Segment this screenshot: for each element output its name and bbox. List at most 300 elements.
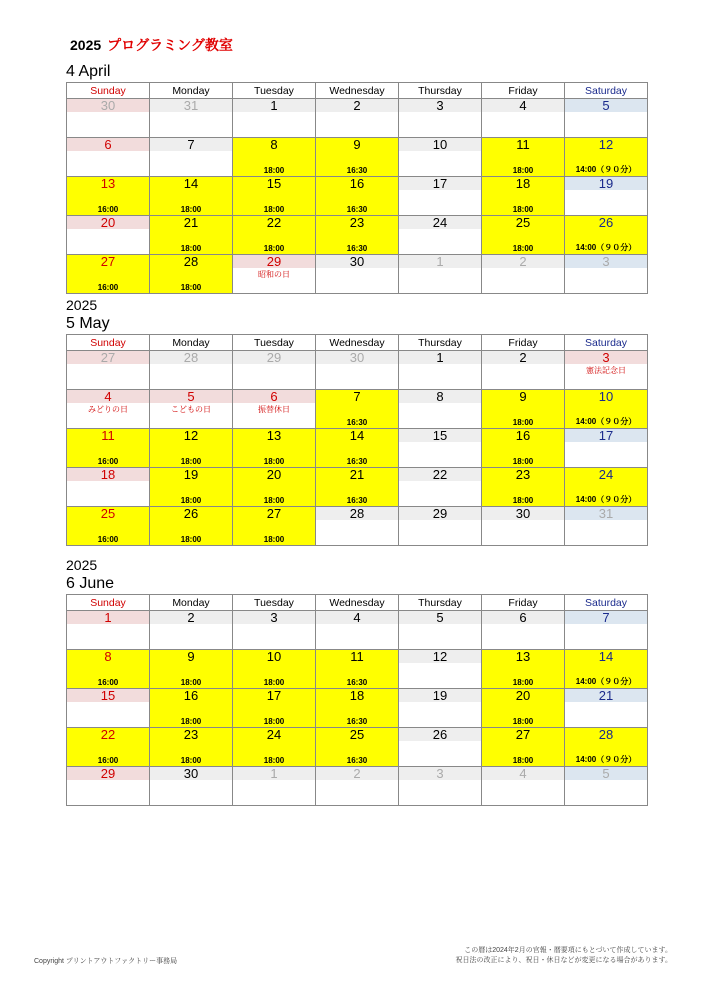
day-cell <box>150 255 233 294</box>
lesson-time: 16:00 <box>97 678 119 687</box>
day-cell <box>150 138 233 177</box>
day-cell <box>482 138 565 177</box>
day-cell <box>150 177 233 216</box>
day-cell <box>316 390 399 429</box>
day-number: 2 <box>482 255 564 268</box>
day-number: 23 <box>150 728 232 741</box>
day-number: 20 <box>67 216 149 229</box>
day-cell <box>565 689 648 728</box>
day-number: 1 <box>67 611 149 624</box>
lesson-time: 16:30 <box>346 166 368 175</box>
day-cell <box>316 138 399 177</box>
month-april <box>66 44 640 294</box>
day-cell <box>482 611 565 650</box>
lesson-time: 18:00 <box>180 717 202 726</box>
lesson-time: 18:00 <box>512 717 534 726</box>
day-number: 12 <box>399 650 481 663</box>
lesson-time: 18:00 <box>263 678 285 687</box>
day-cell <box>399 468 482 507</box>
day-cell <box>233 177 316 216</box>
day-cell <box>565 429 648 468</box>
lesson-time: 18:00 <box>263 457 285 466</box>
day-number: 16 <box>482 429 564 442</box>
day-cell <box>565 99 648 138</box>
day-number: 3 <box>399 99 481 112</box>
weekday-header: Tuesday <box>233 335 316 351</box>
day-number: 29 <box>399 507 481 520</box>
weekday-header: Thursday <box>399 335 482 351</box>
day-cell <box>482 429 565 468</box>
day-number: 12 <box>565 138 647 151</box>
weekday-header: Saturday <box>565 335 648 351</box>
lesson-time: 18:00 <box>180 756 202 765</box>
weekday-header: Saturday <box>565 595 648 611</box>
day-number: 4 <box>67 390 149 403</box>
day-number: 2 <box>316 767 398 780</box>
day-number: 27 <box>67 351 149 364</box>
day-cell <box>399 767 482 806</box>
lesson-time: 18:00 <box>263 496 285 505</box>
day-number: 2 <box>150 611 232 624</box>
day-number: 19 <box>399 689 481 702</box>
day-number: 25 <box>482 216 564 229</box>
weekday-header: Wednesday <box>316 595 399 611</box>
day-cell <box>565 177 648 216</box>
day-cell <box>399 255 482 294</box>
header-title: プログラミング教室 <box>107 37 233 53</box>
day-cell <box>482 177 565 216</box>
weekday-header-row <box>67 335 648 351</box>
lesson-time: 18:00 <box>512 756 534 765</box>
day-number: 10 <box>233 650 315 663</box>
day-number: 28 <box>150 255 232 268</box>
day-cell <box>565 255 648 294</box>
day-cell <box>565 650 648 689</box>
week-row <box>67 468 648 507</box>
lesson-time: 18:00 <box>263 756 285 765</box>
day-number: 18 <box>316 689 398 702</box>
day-number: 9 <box>150 650 232 663</box>
lesson-time: 16:30 <box>346 496 368 505</box>
day-number: 30 <box>150 767 232 780</box>
day-cell <box>233 468 316 507</box>
weekday-header: Sunday <box>67 335 150 351</box>
lesson-time: 16:30 <box>346 418 368 427</box>
day-cell <box>565 507 648 546</box>
weekday-header: Tuesday <box>233 595 316 611</box>
holiday-label: こどもの日 <box>171 405 211 414</box>
week-row <box>67 138 648 177</box>
day-number: 14 <box>316 429 398 442</box>
month-year: 2025 <box>66 297 98 313</box>
day-cell <box>67 689 150 728</box>
day-number: 5 <box>399 611 481 624</box>
day-number: 21 <box>565 689 647 702</box>
day-cell <box>482 728 565 767</box>
day-number: 13 <box>67 177 149 190</box>
day-cell <box>233 390 316 429</box>
month-label: 4 April <box>66 63 111 80</box>
day-number: 14 <box>150 177 232 190</box>
day-cell <box>565 138 648 177</box>
day-cell <box>482 767 565 806</box>
day-cell <box>399 390 482 429</box>
day-cell <box>399 216 482 255</box>
day-number: 25 <box>67 507 149 520</box>
day-cell <box>316 650 399 689</box>
week-row <box>67 99 648 138</box>
lesson-time: 14:00（９０分） <box>575 755 637 764</box>
day-number: 21 <box>150 216 232 229</box>
lesson-time: 18:00 <box>180 535 202 544</box>
day-number: 31 <box>565 507 647 520</box>
day-cell <box>233 767 316 806</box>
day-cell <box>565 351 648 390</box>
weekday-header: Sunday <box>67 83 150 99</box>
day-cell <box>150 767 233 806</box>
lesson-time: 16:00 <box>97 457 119 466</box>
day-cell <box>482 468 565 507</box>
day-number: 6 <box>67 138 149 151</box>
weekday-header: Monday <box>150 335 233 351</box>
day-cell <box>399 728 482 767</box>
day-number: 24 <box>399 216 481 229</box>
day-cell <box>150 99 233 138</box>
day-cell <box>316 177 399 216</box>
day-number: 7 <box>565 611 647 624</box>
footer-note <box>440 946 672 966</box>
day-cell <box>482 216 565 255</box>
header-year: 2025 <box>70 37 102 53</box>
lesson-time: 16:00 <box>97 283 119 292</box>
weekday-header: Thursday <box>399 83 482 99</box>
day-cell <box>565 611 648 650</box>
month-label: 6 June <box>66 575 115 592</box>
day-number: 26 <box>565 216 647 229</box>
day-number: 24 <box>565 468 647 481</box>
day-number: 31 <box>150 99 232 112</box>
day-cell <box>150 689 233 728</box>
day-cell <box>150 468 233 507</box>
lesson-time: 18:00 <box>180 205 202 214</box>
day-cell <box>67 99 150 138</box>
week-row <box>67 767 648 806</box>
lesson-time: 14:00（９０分） <box>575 243 637 252</box>
lesson-time: 18:00 <box>263 166 285 175</box>
day-number: 19 <box>565 177 647 190</box>
day-cell <box>67 351 150 390</box>
day-number: 25 <box>316 728 398 741</box>
lesson-time: 18:00 <box>180 678 202 687</box>
day-cell <box>150 429 233 468</box>
day-cell <box>482 99 565 138</box>
day-number: 11 <box>482 138 564 151</box>
month-june <box>66 556 640 806</box>
day-number: 23 <box>316 216 398 229</box>
day-cell <box>399 177 482 216</box>
day-cell <box>233 611 316 650</box>
weekday-header: Thursday <box>399 595 482 611</box>
day-number: 21 <box>316 468 398 481</box>
day-cell <box>316 507 399 546</box>
day-number: 22 <box>67 728 149 741</box>
lesson-time: 16:30 <box>346 678 368 687</box>
lesson-time: 18:00 <box>512 678 534 687</box>
day-number: 4 <box>316 611 398 624</box>
day-number: 17 <box>233 689 315 702</box>
day-number: 1 <box>233 767 315 780</box>
day-cell <box>233 138 316 177</box>
day-number: 5 <box>565 99 647 112</box>
day-number: 28 <box>565 728 647 741</box>
month-year: 2025 <box>66 557 98 573</box>
day-cell <box>316 767 399 806</box>
day-number: 15 <box>67 689 149 702</box>
day-number: 3 <box>399 767 481 780</box>
holiday-label: 昭和の日 <box>258 270 290 279</box>
day-number: 29 <box>233 255 315 268</box>
day-number: 18 <box>67 468 149 481</box>
day-cell <box>316 216 399 255</box>
day-cell <box>67 767 150 806</box>
lesson-time: 16:30 <box>346 244 368 253</box>
day-number: 20 <box>233 468 315 481</box>
week-row <box>67 255 648 294</box>
lesson-time: 18:00 <box>180 244 202 253</box>
lesson-time: 14:00（９０分） <box>575 165 637 174</box>
day-cell <box>399 351 482 390</box>
day-cell <box>150 507 233 546</box>
calendar-grid <box>66 82 648 294</box>
day-cell <box>67 390 150 429</box>
day-number: 30 <box>316 255 398 268</box>
lesson-time: 18:00 <box>512 166 534 175</box>
day-cell <box>233 351 316 390</box>
day-cell <box>565 390 648 429</box>
weekday-header: Sunday <box>67 595 150 611</box>
day-number: 11 <box>67 429 149 442</box>
day-number: 26 <box>399 728 481 741</box>
lesson-time: 14:00（９０分） <box>575 677 637 686</box>
footer-note-line: この暦は2024年2月の官報・暦要項にもとづいて作成しています。 <box>464 947 672 954</box>
day-cell <box>67 429 150 468</box>
day-cell <box>67 138 150 177</box>
week-row <box>67 650 648 689</box>
day-number: 24 <box>233 728 315 741</box>
day-cell <box>150 351 233 390</box>
day-number: 17 <box>565 429 647 442</box>
month-may <box>66 296 640 546</box>
day-number: 9 <box>482 390 564 403</box>
holiday-label: 振替休日 <box>258 405 290 414</box>
day-number: 4 <box>482 767 564 780</box>
weekday-header-row <box>67 83 648 99</box>
day-number: 1 <box>233 99 315 112</box>
day-cell <box>316 468 399 507</box>
week-row <box>67 351 648 390</box>
day-cell <box>565 216 648 255</box>
day-number: 6 <box>233 390 315 403</box>
week-row <box>67 689 648 728</box>
lesson-time: 18:00 <box>512 418 534 427</box>
day-number: 20 <box>482 689 564 702</box>
day-cell <box>316 611 399 650</box>
footer-note-line: 祝日法の改正により、祝日・休日などが変更になる場合があります。 <box>455 957 672 964</box>
holiday-label: みどりの日 <box>88 405 128 414</box>
day-cell <box>150 216 233 255</box>
day-cell <box>482 255 565 294</box>
day-cell <box>150 611 233 650</box>
day-cell <box>316 255 399 294</box>
calendar-grid <box>66 334 648 546</box>
weekday-header-row <box>67 595 648 611</box>
week-row <box>67 216 648 255</box>
week-row <box>67 177 648 216</box>
lesson-time: 18:00 <box>180 457 202 466</box>
day-number: 29 <box>67 767 149 780</box>
week-row <box>67 429 648 468</box>
day-number: 15 <box>233 177 315 190</box>
day-cell <box>233 216 316 255</box>
lesson-time: 16:00 <box>97 535 119 544</box>
day-cell <box>67 650 150 689</box>
day-number: 28 <box>150 351 232 364</box>
day-number: 30 <box>67 99 149 112</box>
day-number: 5 <box>150 390 232 403</box>
day-number: 3 <box>565 351 647 364</box>
lesson-time: 14:00（９０分） <box>575 417 637 426</box>
lesson-time: 18:00 <box>263 535 285 544</box>
day-number: 2 <box>316 99 398 112</box>
lesson-time: 18:00 <box>512 457 534 466</box>
day-cell <box>565 767 648 806</box>
lesson-time: 18:00 <box>263 205 285 214</box>
day-cell <box>316 99 399 138</box>
day-number: 10 <box>565 390 647 403</box>
weekday-header: Wednesday <box>316 335 399 351</box>
weekday-header: Saturday <box>565 83 648 99</box>
day-cell <box>482 650 565 689</box>
lesson-time: 16:30 <box>346 717 368 726</box>
week-row <box>67 728 648 767</box>
day-cell <box>316 728 399 767</box>
day-number: 29 <box>233 351 315 364</box>
day-number: 7 <box>316 390 398 403</box>
day-number: 30 <box>316 351 398 364</box>
weekday-header: Tuesday <box>233 83 316 99</box>
day-number: 1 <box>399 351 481 364</box>
lesson-time: 18:00 <box>512 244 534 253</box>
day-cell <box>67 177 150 216</box>
day-cell <box>399 650 482 689</box>
day-number: 12 <box>150 429 232 442</box>
month-label: 5 May <box>66 315 110 332</box>
day-cell <box>399 611 482 650</box>
lesson-time: 16:00 <box>97 205 119 214</box>
day-cell <box>67 255 150 294</box>
day-cell <box>482 351 565 390</box>
day-number: 13 <box>482 650 564 663</box>
day-cell <box>565 468 648 507</box>
day-number: 14 <box>565 650 647 663</box>
day-cell <box>67 728 150 767</box>
day-number: 18 <box>482 177 564 190</box>
day-cell <box>67 216 150 255</box>
day-number: 16 <box>316 177 398 190</box>
weekday-header: Monday <box>150 595 233 611</box>
day-number: 15 <box>399 429 481 442</box>
day-number: 7 <box>150 138 232 151</box>
day-number: 8 <box>233 138 315 151</box>
lesson-time: 18:00 <box>263 244 285 253</box>
day-number: 9 <box>316 138 398 151</box>
lesson-time: 18:00 <box>263 717 285 726</box>
day-cell <box>399 429 482 468</box>
week-row <box>67 611 648 650</box>
holiday-label: 憲法記念日 <box>586 366 626 375</box>
day-cell <box>150 728 233 767</box>
day-number: 8 <box>399 390 481 403</box>
day-number: 13 <box>233 429 315 442</box>
day-number: 22 <box>399 468 481 481</box>
day-number: 27 <box>67 255 149 268</box>
lesson-time: 18:00 <box>512 205 534 214</box>
day-cell <box>233 255 316 294</box>
day-number: 11 <box>316 650 398 663</box>
day-cell <box>482 507 565 546</box>
day-number: 4 <box>482 99 564 112</box>
weekday-header: Friday <box>482 595 565 611</box>
day-number: 19 <box>150 468 232 481</box>
day-cell <box>67 507 150 546</box>
day-number: 5 <box>565 767 647 780</box>
lesson-time: 16:00 <box>97 756 119 765</box>
month-year <box>66 44 640 62</box>
day-cell <box>399 507 482 546</box>
weekday-header: Monday <box>150 83 233 99</box>
day-cell <box>67 468 150 507</box>
lesson-time: 16:30 <box>346 756 368 765</box>
copyright-text: Copyright プリントアウトファクトリー事務局 <box>34 958 178 965</box>
day-number: 27 <box>233 507 315 520</box>
day-number: 1 <box>399 255 481 268</box>
day-cell <box>399 99 482 138</box>
day-cell <box>150 390 233 429</box>
day-cell <box>565 728 648 767</box>
lesson-time: 16:30 <box>346 457 368 466</box>
day-number: 2 <box>482 351 564 364</box>
day-number: 3 <box>233 611 315 624</box>
calendar-grid <box>66 594 648 806</box>
day-cell <box>233 507 316 546</box>
lesson-time: 18:00 <box>512 496 534 505</box>
lesson-time: 14:00（９０分） <box>575 495 637 504</box>
day-cell <box>316 351 399 390</box>
day-cell <box>399 138 482 177</box>
weekday-header: Friday <box>482 83 565 99</box>
day-cell <box>316 429 399 468</box>
day-number: 17 <box>399 177 481 190</box>
day-cell <box>316 689 399 728</box>
week-row <box>67 390 648 429</box>
day-cell <box>233 429 316 468</box>
day-cell <box>482 689 565 728</box>
day-number: 22 <box>233 216 315 229</box>
day-cell <box>150 650 233 689</box>
day-number: 3 <box>565 255 647 268</box>
day-number: 28 <box>316 507 398 520</box>
day-cell <box>233 689 316 728</box>
